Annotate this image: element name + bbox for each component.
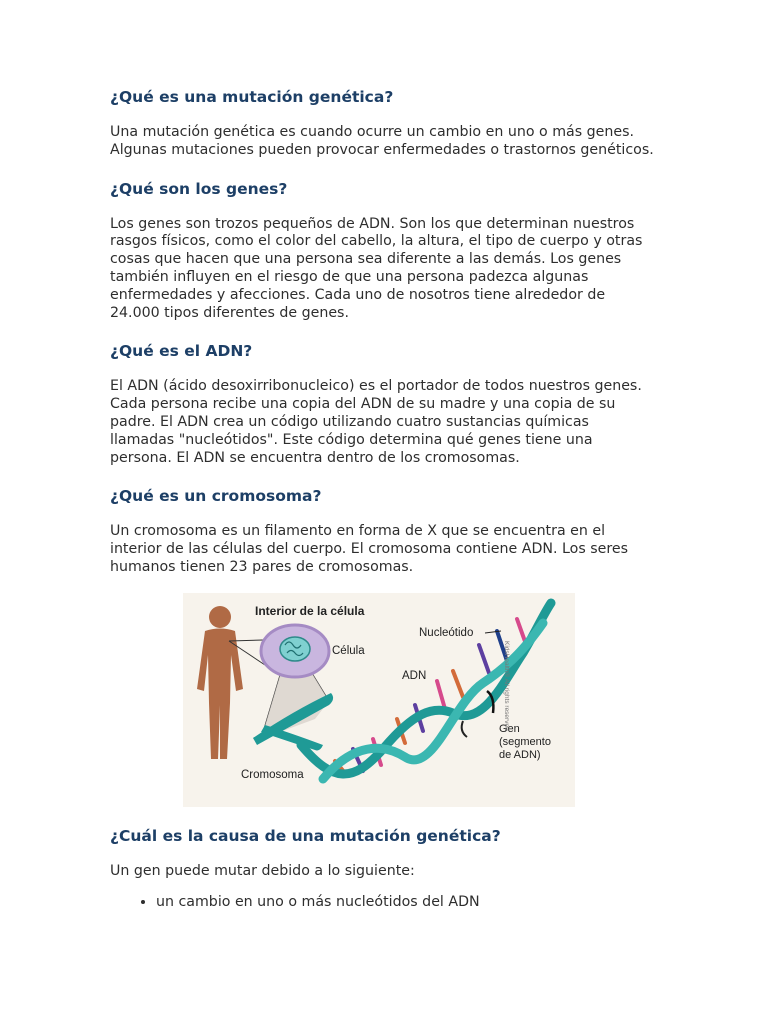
paragraph-genes: Los genes son trozos pequeños de ADN. Son los que determinan nuestros rasgos físicos, como el color del cabello, la altura, el tipo de cuerpo y otras cosas que hacen que una persona sea diferente a las demás. Los genes también influyen en el riesgo de que una persona padezca algunas enfermedades y afecciones. Cada uno de nosotros tiene alrededor de 24.000 tipos diferentes de genes.: [110, 215, 643, 321]
paragraph-cause-intro: Un gen puede mutar debido a lo siguiente:: [110, 862, 415, 879]
heading-genes: ¿Qué son los genes?: [110, 179, 288, 198]
heading-chromosome: ¿Qué es un cromosoma?: [110, 487, 322, 506]
image-credit: KidsHealth® All rights reserved.: [503, 640, 510, 733]
label-dna: ADN: [402, 669, 427, 682]
article-content: [110, 86, 655, 911]
cell-dna-illustration: [183, 593, 575, 807]
heading-cause: ¿Cuál es la causa de una mutación genética?: [110, 826, 501, 845]
human-silhouette-icon: [197, 606, 243, 759]
label-nucleotide: Nucleótido: [419, 626, 474, 639]
paragraph-dna: El ADN (ácido desoxirribonucleico) es el portador de todos nuestros genes. Cada persona recibe una copia del ADN de su madre y una copia de su padre. El ADN crea un código utilizando cuatro sustancias químicas llamadas "nucleótidos". Este código determina qué genes tiene una persona. El ADN se encuentra dentro de los cromosomas.: [110, 378, 642, 466]
heading-dna: ¿Qué es el ADN?: [110, 342, 253, 361]
list-item: • un cambio en uno o más nucleótidos del ADN: [156, 893, 655, 911]
label-cell: Célula: [332, 644, 365, 657]
paragraph-chromosome: Un cromosoma es un filamento en forma de X que se encuentra en el interior de las células del cuerpo. El cromosoma contiene ADN. Los seres humanos tienen 23 pares de cromosomas.: [110, 523, 629, 575]
cause-list: [110, 893, 655, 911]
heading-mutation: ¿Qué es una mutación genética?: [110, 88, 394, 106]
figure-title: Interior de la célula: [255, 603, 365, 618]
label-chromosome: Cromosoma: [241, 768, 304, 781]
label-gene-line1: Gen: [499, 722, 520, 735]
label-gene-line3: de ADN): [499, 748, 541, 761]
label-gene-line2: (segmento: [499, 735, 551, 748]
paragraph-mutation: Una mutación genética es cuando ocurre un cambio en uno o más genes. Algunas mutaciones pueden provocar enfermedades o trastornos genéticos.: [110, 124, 654, 158]
